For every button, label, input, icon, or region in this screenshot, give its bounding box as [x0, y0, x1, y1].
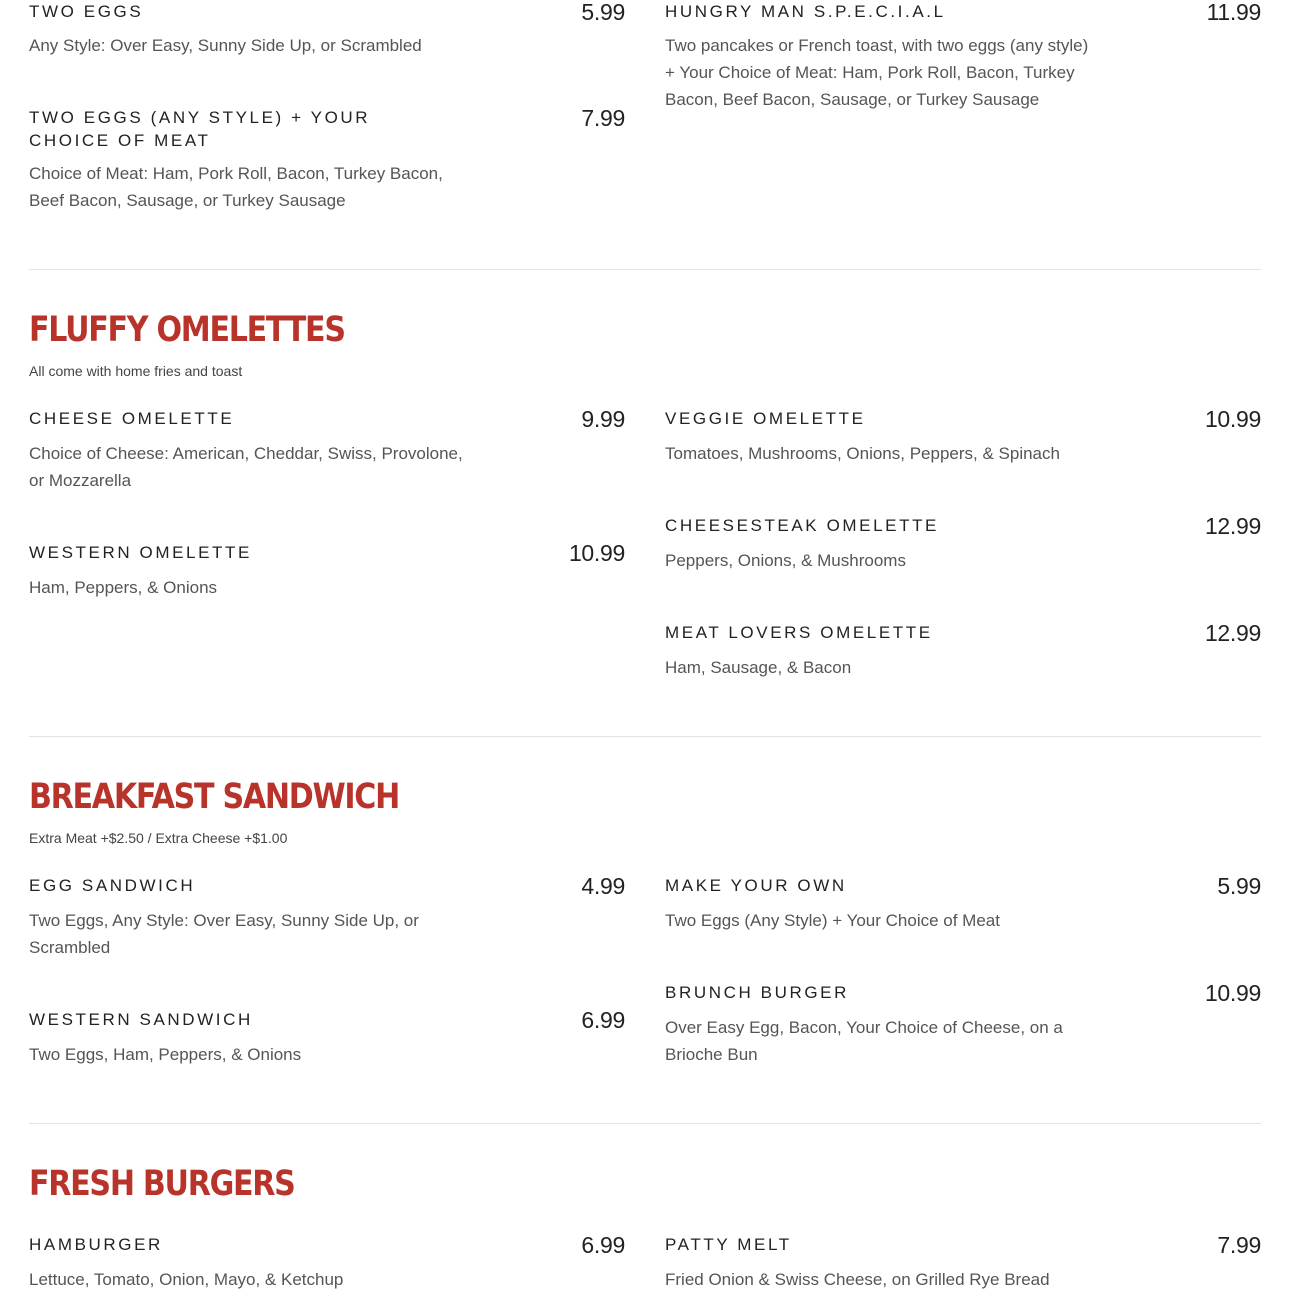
- section-title-omelettes: FLUFFY OMELETTES: [29, 310, 345, 350]
- item-price: 6.99: [581, 1232, 625, 1258]
- item-name: PATTY MELT: [665, 1235, 792, 1254]
- item-name: EGG SANDWICH: [29, 876, 196, 895]
- item-name: CHEESE OMELETTE: [29, 409, 235, 428]
- section-divider: [29, 1123, 1261, 1124]
- item-name: CHEESESTEAK OMELETTE: [665, 516, 939, 535]
- item-description: Choice of Meat: Ham, Pork Roll, Bacon, Turkey Bacon, Beef Bacon, Sausage, or Turkey Sausage: [29, 164, 443, 210]
- item-description: Ham, Peppers, & Onions: [29, 578, 218, 597]
- item-description: Two pancakes or French toast, with two eggs (any style) + Your Choice of Meat: Ham, Pork Roll, Bacon, Turkey Bacon, Beef Bacon, Sausage, or Turkey Sausage: [665, 36, 1089, 109]
- item-name: BRUNCH BURGER: [665, 983, 849, 1002]
- item-price: 6.99: [581, 1007, 625, 1033]
- item-name: WESTERN SANDWICH: [29, 1010, 253, 1029]
- item-description: Peppers, Onions, & Mushrooms: [665, 551, 906, 570]
- item-name: HAMBURGER: [29, 1235, 163, 1254]
- item-name: VEGGIE OMELETTE: [665, 409, 866, 428]
- item-name: MEAT LOVERS OMELETTE: [665, 623, 933, 642]
- item-description: Over Easy Egg, Bacon, Your Choice of Cheese, on a Brioche Bun: [665, 1018, 1063, 1064]
- item-name: MAKE YOUR OWN: [665, 876, 847, 895]
- section-note-sandwich: Extra Meat +$2.50 / Extra Cheese +$1.00: [29, 830, 288, 846]
- item-name: WESTERN OMELETTE: [29, 543, 252, 562]
- item-description: Fried Onion & Swiss Cheese, on Grilled Rye Bread: [665, 1270, 1050, 1289]
- item-description: Lettuce, Tomato, Onion, Mayo, & Ketchup: [29, 1270, 344, 1289]
- item-price: 9.99: [581, 406, 625, 432]
- item-name: TWO EGGS: [29, 2, 144, 21]
- item-description: Choice of Cheese: American, Cheddar, Swiss, Provolone, or Mozzarella: [29, 444, 463, 490]
- section-note-omelettes: All come with home fries and toast: [29, 363, 243, 379]
- section-title-sandwich: BREAKFAST SANDWICH: [29, 777, 400, 817]
- section-title-burgers: FRESH BURGERS: [29, 1164, 295, 1204]
- item-description: Tomatoes, Mushrooms, Onions, Peppers, & Spinach: [665, 444, 1060, 463]
- item-description: Two Eggs, Any Style: Over Easy, Sunny Side Up, or Scrambled: [29, 911, 419, 957]
- section-divider: [29, 736, 1261, 737]
- item-description: Two Eggs (Any Style) + Your Choice of Meat: [665, 911, 1000, 930]
- item-price: 12.99: [1204, 513, 1261, 539]
- item-price: 11.99: [1206, 0, 1261, 25]
- item-description: Ham, Sausage, & Bacon: [665, 658, 852, 677]
- item-description: Two Eggs, Ham, Peppers, & Onions: [29, 1045, 302, 1064]
- item-price: 10.99: [1204, 980, 1261, 1006]
- item-price: 10.99: [1204, 406, 1261, 432]
- item-price: 12.99: [1204, 620, 1261, 646]
- item-price: 7.99: [1217, 1232, 1261, 1258]
- item-price: 10.99: [568, 540, 625, 566]
- item-price: 7.99: [581, 105, 625, 131]
- item-price: 5.99: [1217, 873, 1261, 899]
- section-divider: [29, 269, 1261, 270]
- item-name: TWO EGGS (ANY STYLE) + YOUR CHOICE OF MEAT: [29, 108, 371, 150]
- item-description: Any Style: Over Easy, Sunny Side Up, or Scrambled: [29, 36, 422, 55]
- item-name: HUNGRY MAN S.P.E.C.I.A.L: [665, 2, 946, 21]
- item-price: 5.99: [581, 0, 625, 25]
- item-price: 4.99: [581, 873, 625, 899]
